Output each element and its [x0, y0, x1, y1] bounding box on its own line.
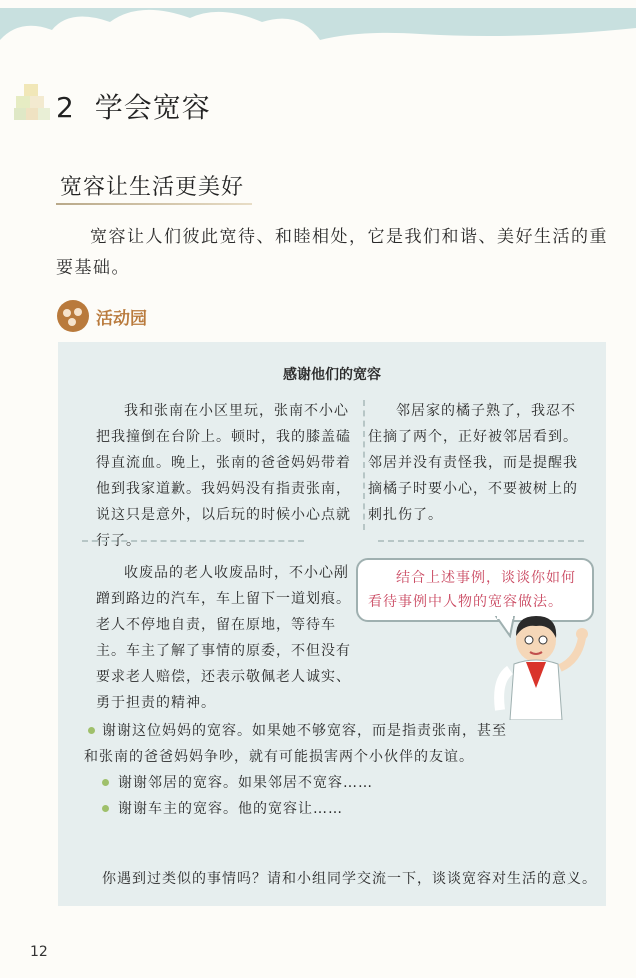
- list-item: [84, 718, 514, 770]
- intro-paragraph: 宽容让人们彼此宽待、和睦相处，它是我们和谐、美好生活的重要基础。: [56, 227, 608, 278]
- section-title: 宽容让生活更美好: [60, 175, 245, 200]
- note-text: 谢谢邻居的宽容。如果邻居不宽容……: [118, 775, 373, 791]
- bullet-icon: [102, 779, 109, 786]
- page-number: 12: [30, 944, 48, 960]
- decorative-blocks-icon: [14, 84, 50, 124]
- horizontal-divider: [82, 540, 304, 542]
- story-mother: 我和张南在小区里玩，张南不小心把我撞倒在台阶上。顿时，我的膝盖磕得直流血。晚上，张南的爸爸妈妈带着他到我家道歉。我妈妈没有指责张南，说这只是意外，以后玩的时候小心点就行了。: [96, 403, 351, 549]
- chapter-number: 2: [56, 91, 75, 124]
- note-text: 谢谢这位妈妈的宽容。如果她不够宽容，而是指责张南，甚至和张南的爸爸妈妈争吵，就有可能损害两个小伙伴的友谊。: [84, 723, 507, 765]
- note-text: 谢谢车主的宽容。他的宽容让……: [118, 801, 343, 817]
- bubble-text: 结合上述事例，谈谈你如何看待事例中人物的宽容做法。: [368, 570, 576, 610]
- chapter-name: 学会宽容: [94, 91, 211, 124]
- horizontal-divider: [378, 540, 584, 542]
- notes-list: [84, 718, 514, 822]
- list-item: [84, 796, 514, 822]
- boy-illustration-icon: [486, 610, 596, 720]
- vertical-divider: [363, 400, 365, 530]
- box-title: 感谢他们的宽容: [283, 367, 381, 383]
- bullet-icon: [102, 805, 109, 812]
- discussion-question: 你遇到过类似的事情吗？请和小组同学交流一下，谈谈宽容对生活的意义。: [102, 871, 597, 887]
- activity-label: 活动园: [96, 309, 147, 329]
- list-item: [84, 770, 514, 796]
- bullet-icon: [88, 727, 95, 734]
- story-car-owner: 收废品的老人收废品时，不小心剐蹭到路边的汽车，车上留下一道划痕。老人不停地自责，留在原地，等待车主。车主了解了事情的原委，不但没有要求老人赔偿，还表示敬佩老人诚实、勇于担责的精神。: [96, 565, 351, 711]
- header-banner: [0, 0, 636, 70]
- activity-hands-icon: [56, 299, 90, 333]
- section-underline: [56, 203, 252, 205]
- activity-box: [58, 342, 606, 906]
- story-neighbor: 邻居家的橘子熟了，我忍不住摘了两个，正好被邻居看到。邻居并没有责怪我，而是提醒我摘橘子时要小心，不要被树上的刺扎伤了。: [368, 403, 578, 523]
- chapter-title: [56, 86, 211, 126]
